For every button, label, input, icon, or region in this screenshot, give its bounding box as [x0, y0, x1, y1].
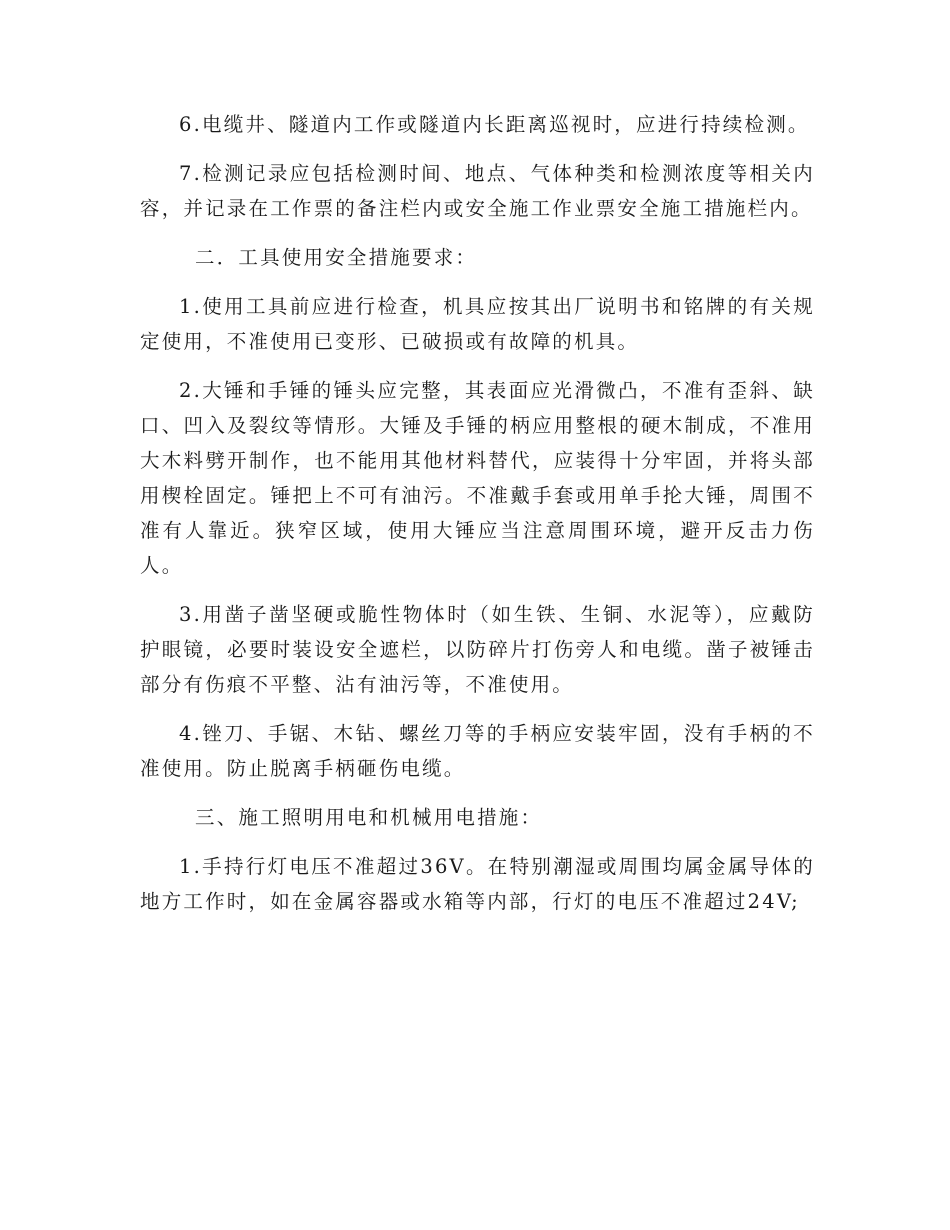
paragraph-hand-lamp-voltage: 1.手持行灯电压不准超过36V。在特别潮湿或周围均属金属导体的地方工作时，如在金属容器或水箱等内部，行灯的电压不准超过24V; — [140, 855, 815, 913]
section-heading-electrical: 三、施工照明用电和机械用电措施： — [195, 806, 543, 829]
paragraph-tool-handles: 4.锉刀、手锯、木钻、螺丝刀等的手柄应安装牢固，没有手柄的不准使用。防止脱离手柄砸伤电缆。 — [140, 722, 815, 780]
paragraph-hammer: 2.大锤和手锤的锤头应完整，其表面应光滑微凸，不准有歪斜、缺口、凹入及裂纹等情形。大锤及手锤的柄应用整根的硬木制成，不准用大木料劈开制作，也不能用其他材料替代，应装得十分牢固，并将头部用楔栓固定。锤把上不可有油污。不准戴手套或用单手抡大锤，周围不准有人靠近。狭窄区域，使用大锤应当注意周围环境，避开反击力伤人。 — [140, 379, 815, 577]
paragraph-tool-check: 1.使用工具前应进行检查，机具应按其出厂说明书和铭牌的有关规定使用，不准使用已变形、已破损或有故障的机具。 — [140, 295, 815, 353]
section-heading-tool-safety: 二．工具使用安全措施要求： — [195, 246, 478, 269]
document-body — [140, 107, 815, 933]
paragraph-7-detection-record: 7.检测记录应包括检测时间、地点、气体种类和检测浓度等相关内容，并记录在工作票的备注栏内或安全施工作业票安全施工措施栏内。 — [140, 162, 815, 220]
paragraph-6-gas-detection: 6.电缆井、隧道内工作或隧道内长距离巡视时，应进行持续检测。 — [179, 113, 810, 136]
paragraph-chisel: 3.用凿子凿坚硬或脆性物体时（如生铁、生铜、水泥等），应戴防护眼镜，必要时装设安全遮栏，以防碎片打伤旁人和电缆。凿子被锤击部分有伤痕不平整、沾有油污等，不准使用。 — [140, 603, 815, 696]
